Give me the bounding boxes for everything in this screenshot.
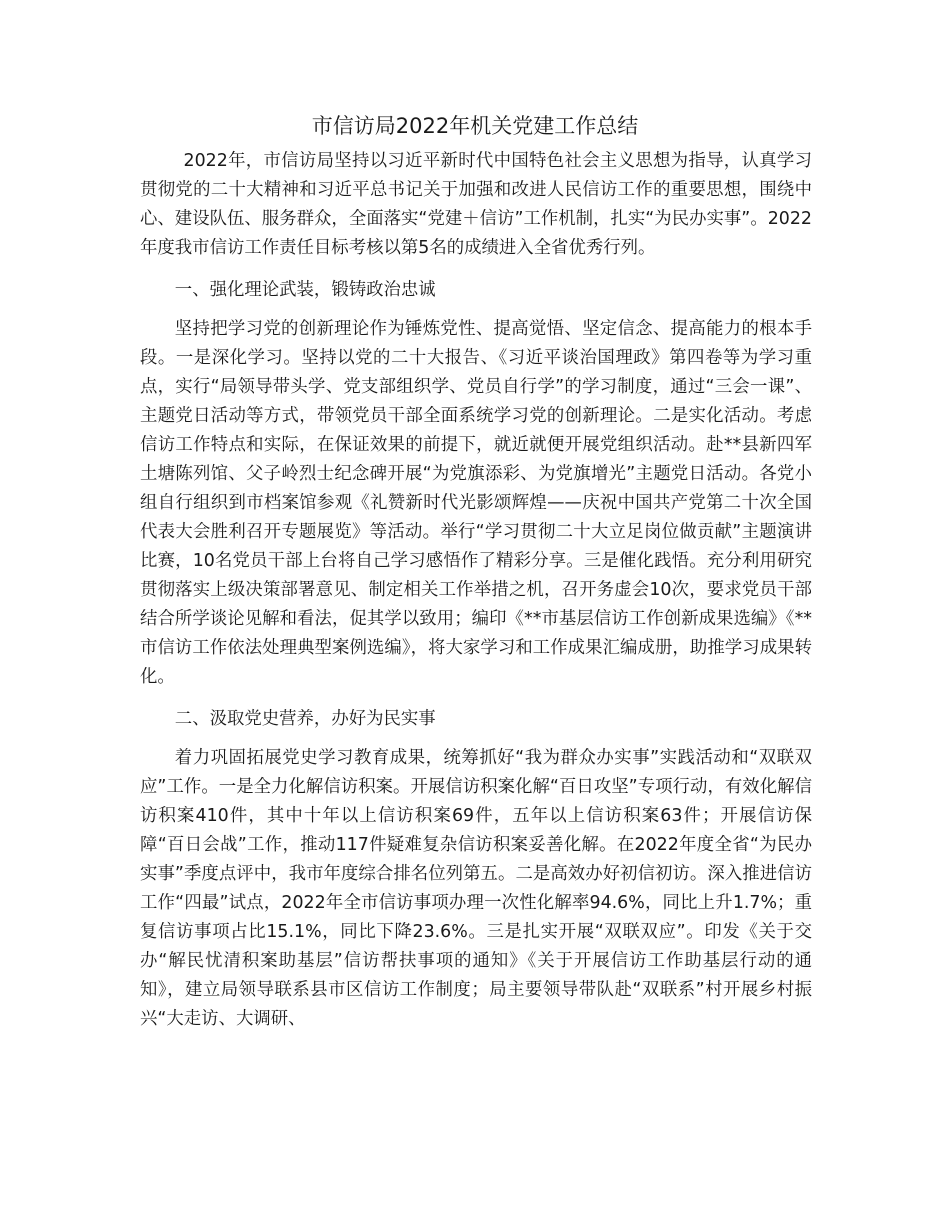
document-body: [140, 147, 812, 1034]
document-title: 市信访局2022年机关党建工作总结: [311, 114, 639, 138]
section-1-heading: 一、强化理论武装，锻铸政治忠诚: [174, 280, 436, 300]
section-1-paragraph: 坚持把学习党的创新理论作为锤炼党性、提高觉悟、坚定信念、提高能力的根本手段。一是深化学习。坚持以党的二十大报告、《习近平谈治国理政》第四卷等为学习重点，实行“局领导带头学、党支部组织学、党员自行学”的学习制度，通过“三会一课”、主题党日活动等方式，带领党员干部全面系统学习党的创新理论。二是实化活动。考虑信访工作特点和实际，在保证效果的前提下，就近就便开展党组织活动。赴**县新四军土塘陈列馆、父子岭烈士纪念碑开展“为党旗添彩、为党旗增光”主题党日活动。各党小组自行组织到市档案馆参观《礼赞新时代光影颂辉煌——庆祝中国共产党第二十次全国代表大会胜利召开专题展览》等活动。举行“学习贯彻二十大立足岗位做贡献”主题演讲比赛，10名党员干部上台将自己学习感悟作了精彩分享。三是催化践悟。充分利用研究贯彻落实上级决策部署意见、制定相关工作举措之机，召开务虚会10次，要求党员干部结合所学谈论见解和看法，促其学以致用；编印《**市基层信访工作创新成果选编》《**市信访工作依法处理典型案例选编》，将大家学习和工作成果汇编成册，助推学习成果转化。: [140, 319, 812, 687]
section-2-heading: 二、汲取党史营养，办好为民实事: [174, 709, 436, 729]
intro-paragraph: 2022年，市信访局坚持以习近平新时代中国特色社会主义思想为指导，认真学习贯彻党的二十大精神和习近平总书记关于加强和改进人民信访工作的重要思想，围绕中心、建设队伍、服务群众，全面落实“党建＋信访”工作机制，扎实“为民办实事”。2022年度我市信访工作责任目标考核以第5名的成绩进入全省优秀行列。: [140, 151, 812, 258]
section-2-paragraph: 着力巩固拓展党史学习教育成果，统筹抓好“我为群众办实事”实践活动和“双联双应”工作。一是全力化解信访积案。开展信访积案化解“百日攻坚”专项行动，有效化解信访积案410件，其中十年以上信访积案69件，五年以上信访积案63件；开展信访保障“百日会战”工作，推动117件疑难复杂信访积案妥善化解。在2022年度全省“为民办实事”季度点评中，我市年度综合排名位列第五。二是高效办好初信初访。深入推进信访工作“四最”试点，2022年全市信访事项办理一次性化解率94.6%，同比上升1.7%；重复信访事项占比15.1%，同比下降23.6%。三是扎实开展“双联双应”。印发《关于交办“解民忧清积案助基层”信访帮扶事项的通知》《关于开展信访工作助基层行动的通知》，建立局领导联系县市区信访工作制度；局主要领导带队赴“双联系”村开展乡村振兴“大走访、大调研、: [140, 748, 812, 1029]
